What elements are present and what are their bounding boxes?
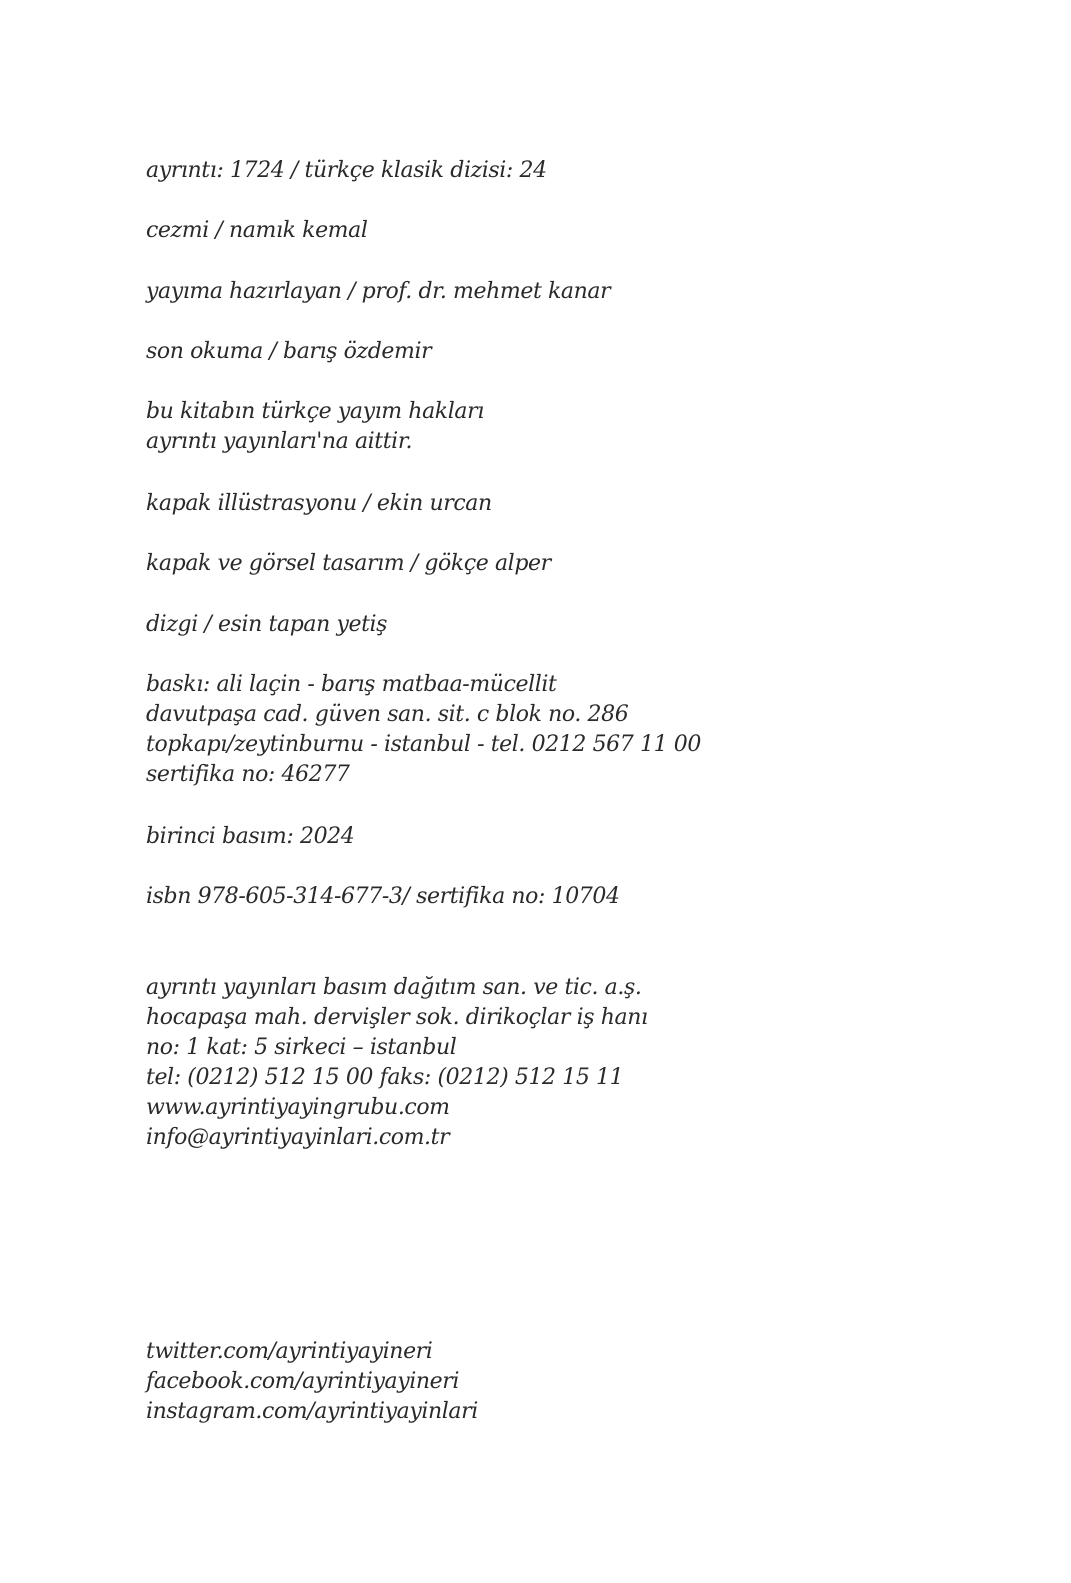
social-links xyxy=(146,1337,478,1427)
rights-notice xyxy=(146,397,484,457)
printing-line: baskı: ali laçin - barış matbaa-mücellit xyxy=(146,672,557,697)
cover-design-credit: kapak ve görsel tasarım / gökçe alper xyxy=(146,551,551,576)
isbn: isbn 978-605-314-677-3/ sertifika no: 10704 xyxy=(146,884,620,909)
printing-line: davutpaşa cad. güven san. sit. c blok no. 286 xyxy=(146,702,629,727)
twitter-link: twitter.com/ayrintiyayineri xyxy=(146,1339,433,1364)
printing-info xyxy=(146,670,701,790)
proofreading-credit: son okuma / barış özdemir xyxy=(146,339,432,364)
publisher-name: ayrıntı yayınları basım dağıtım san. ve tic. a.ş. xyxy=(146,975,642,1000)
printing-line: sertifika no: 46277 xyxy=(146,762,350,787)
cover-illustration-credit: kapak illüstrasyonu / ekin urcan xyxy=(146,491,492,516)
publisher-address xyxy=(146,973,648,1153)
rights-line: ayrıntı yayınları'na aittir. xyxy=(146,429,413,454)
facebook-link: facebook.com/ayrintiyayineri xyxy=(146,1369,460,1394)
instagram-link: instagram.com/ayrintiyayinlari xyxy=(146,1399,478,1424)
publisher-website: www.ayrintiyayingrubu.com xyxy=(146,1095,450,1120)
title-author: cezmi / namık kemal xyxy=(146,218,368,243)
publisher-address-line: no: 1 kat: 5 sirkeci – istanbul xyxy=(146,1035,457,1060)
publisher-address-line: hocapaşa mah. dervişler sok. dirikoçlar iş hanı xyxy=(146,1005,648,1030)
first-edition: birinci basım: 2024 xyxy=(146,824,355,849)
publisher-phone: tel: (0212) 512 15 00 faks: (0212) 512 15 11 xyxy=(146,1065,624,1090)
typesetting-credit: dizgi / esin tapan yetiş xyxy=(146,612,388,637)
series-info: ayrıntı: 1724 / türkçe klasik dizisi: 24 xyxy=(146,158,547,183)
editor-credit: yayıma hazırlayan / prof. dr. mehmet kanar xyxy=(146,279,611,304)
rights-line: bu kitabın türkçe yayım hakları xyxy=(146,399,484,424)
publisher-email: info@ayrintiyayinlari.com.tr xyxy=(146,1125,450,1150)
printing-line: topkapı/zeytinburnu - istanbul - tel. 0212 567 11 00 xyxy=(146,732,701,757)
